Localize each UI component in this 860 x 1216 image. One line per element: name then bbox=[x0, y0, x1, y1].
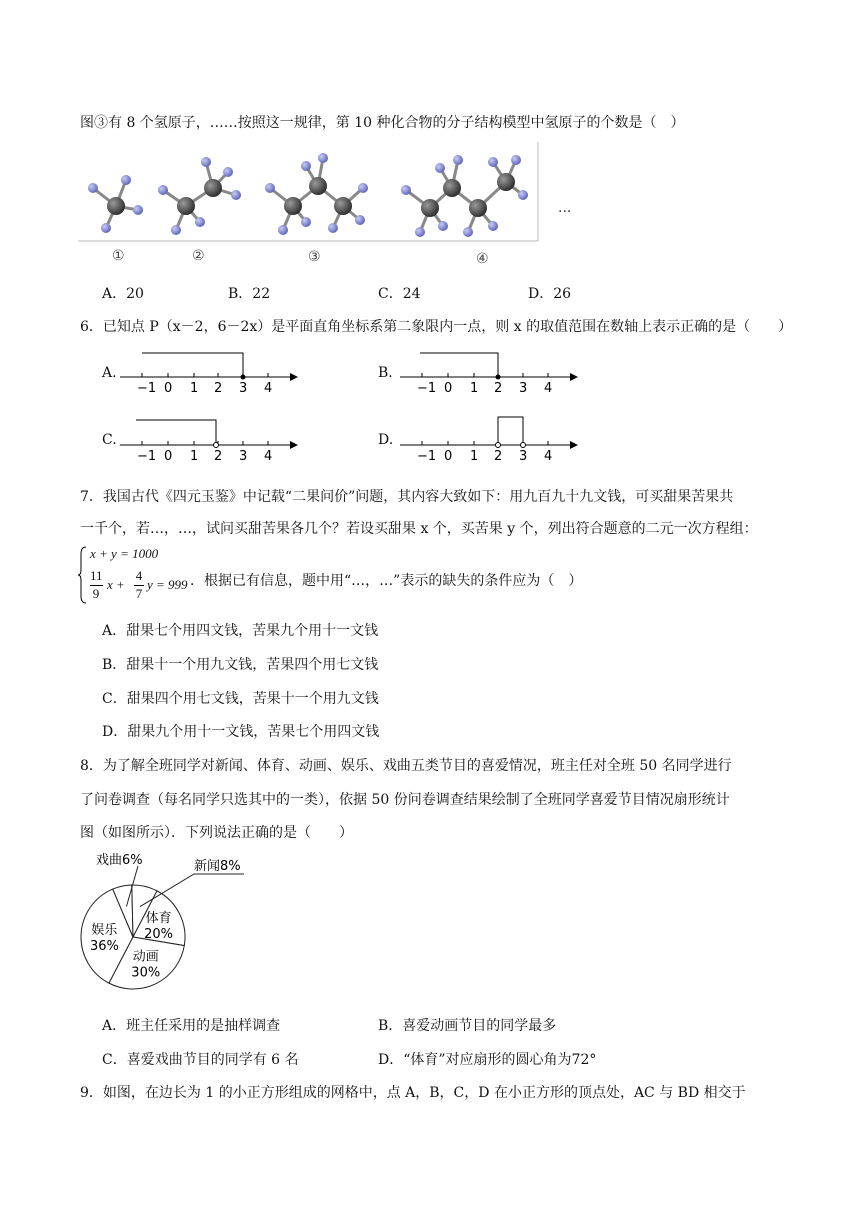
q7-line2: 一千个，若…，…，试问买甜苦果各几个？若设买甜果 x 个，买苦果 y 个，列出符合题意的二元一次方程组： bbox=[80, 521, 758, 537]
tick-label: 4 bbox=[544, 381, 553, 396]
tick-marks bbox=[422, 441, 548, 445]
q8-line2: 了问卷调查（每名同学只选其中的一类），依据 50 份问卷调查结果绘制了全班同学喜爱节目情况扇形统计 bbox=[80, 792, 730, 808]
figure-label-4: ④ bbox=[476, 251, 489, 267]
tick-label: 0 bbox=[444, 381, 453, 396]
figure-ellipsis: ... bbox=[558, 200, 572, 216]
tick-marks bbox=[422, 373, 548, 377]
tick-label: −1 bbox=[417, 449, 437, 464]
tick-label: 4 bbox=[264, 449, 273, 464]
q5-option-a[interactable]: A．20 bbox=[102, 286, 144, 302]
q8-line3: 图（如图所示）．下列说法正确的是（ ） bbox=[80, 825, 353, 841]
q6-numberline-a[interactable] bbox=[120, 348, 300, 398]
q5-option-d[interactable]: D．26 bbox=[528, 286, 572, 302]
tick-label: 2 bbox=[494, 381, 503, 396]
figure-label-3: ③ bbox=[308, 249, 321, 265]
molecule-figure bbox=[78, 140, 598, 270]
q7-option-d[interactable]: D．甜果九个用十一文钱，苦果七个用四文钱 bbox=[102, 724, 380, 740]
q8-line1: 8．为了解全班同学对新闻、体育、动画、娱乐、戏曲五类节目的喜爱情况，班主任对全班 50 名同学进行 bbox=[80, 758, 732, 774]
tick-label: 1 bbox=[470, 381, 479, 396]
equation-1: x + y = 1000 bbox=[90, 546, 159, 561]
tick-label: 3 bbox=[519, 449, 528, 464]
figure-label-2: ② bbox=[192, 248, 205, 264]
pie-pct-娱乐: 36% bbox=[89, 938, 119, 954]
tick-label: 1 bbox=[190, 449, 199, 464]
q5-option-c[interactable]: C．24 bbox=[378, 286, 421, 302]
tick-label: 2 bbox=[494, 449, 503, 464]
q6-numberline-c[interactable] bbox=[120, 413, 300, 465]
q7-after-equation: ．根据已有信息，题中用“…，…”表示的缺失的条件应为（ ） bbox=[190, 573, 583, 589]
molecule-2 bbox=[158, 157, 241, 235]
q6-option-b-letter[interactable]: B. bbox=[378, 365, 393, 381]
q6-option-a-letter[interactable]: A. bbox=[102, 365, 117, 381]
tick-label: 0 bbox=[164, 381, 173, 396]
pie-label-动画: 动画 bbox=[132, 949, 159, 965]
tick-label: 0 bbox=[164, 449, 173, 464]
tick-label: 4 bbox=[264, 381, 273, 396]
equation-2-rest: y = 999 bbox=[147, 577, 188, 592]
frac1-den: 9 bbox=[92, 586, 100, 601]
molecule-3 bbox=[265, 153, 368, 235]
tick-label: 3 bbox=[519, 381, 528, 396]
pie-label-新闻: 新闻8% bbox=[194, 859, 241, 874]
q8-option-a[interactable]: A．班主任采用的是抽样调查 bbox=[102, 1018, 281, 1034]
left-brace-icon bbox=[78, 546, 88, 604]
q7-option-a[interactable]: A．甜果七个用四文钱，苦果九个用十一文钱 bbox=[102, 623, 379, 639]
tick-label: 4 bbox=[544, 449, 553, 464]
tick-label: 3 bbox=[239, 449, 248, 464]
tick-label: −1 bbox=[417, 381, 437, 396]
pie-label-戏曲: 戏曲6% bbox=[96, 853, 143, 868]
tick-label: −1 bbox=[137, 381, 157, 396]
pie-label-娱乐: 娱乐 bbox=[91, 922, 118, 938]
q5-intro: 图③有 8 个氢原子，……按照这一规律，第 10 种化合物的分子结构模型中氢原子的个数是（ ） bbox=[80, 115, 685, 131]
pie-pct-动画: 30% bbox=[131, 965, 161, 981]
tick-label: 2 bbox=[214, 381, 223, 396]
q8-option-c[interactable]: C．喜爱戏曲节目的同学有 6 名 bbox=[102, 1052, 299, 1068]
pie-chart bbox=[76, 850, 256, 1000]
tick-marks bbox=[142, 373, 268, 377]
equation-2-x: x + bbox=[107, 577, 125, 592]
q9-stem: 9．如图，在边长为 1 的小正方形组成的网格中，点 A，B，C，D 在小正方形的顶点处，AC 与 BD 相交于 bbox=[80, 1085, 746, 1101]
q5-option-b[interactable]: B．22 bbox=[228, 286, 271, 302]
q6-option-c-letter[interactable]: C. bbox=[102, 432, 117, 448]
tick-label: 1 bbox=[470, 449, 479, 464]
frac2-num: 4 bbox=[135, 568, 143, 583]
tick-label: 0 bbox=[444, 449, 453, 464]
q6-stem: 6．已知点 P（x－2，6－2x）是平面直角坐标系第二象限内一点，则 x 的取值范围在数轴上表示正确的是（ ） bbox=[80, 319, 793, 335]
tick-label: −1 bbox=[137, 449, 157, 464]
molecule-1 bbox=[88, 175, 143, 233]
q6-numberline-b[interactable] bbox=[400, 348, 580, 398]
q8-option-b[interactable]: B．喜爱动画节目的同学最多 bbox=[378, 1018, 557, 1034]
frac1-num: 11 bbox=[90, 568, 103, 583]
frac2-den: 7 bbox=[135, 586, 143, 601]
tick-label: 1 bbox=[190, 381, 199, 396]
q7-line1: 7．我国古代《四元玉鉴》中记载“二果问价”问题，其内容大致如下：用九百九十九文钱，可买甜果苦果共 bbox=[80, 489, 734, 505]
molecule-4 bbox=[401, 155, 528, 237]
pie-label-体育: 体育 bbox=[145, 911, 172, 927]
tick-label: 2 bbox=[214, 449, 223, 464]
equation-system bbox=[78, 544, 198, 604]
pie-pct-体育: 20% bbox=[144, 927, 174, 943]
q8-option-d[interactable]: D．“体育”对应扇形的圆心角为72° bbox=[378, 1052, 597, 1068]
tick-label: 3 bbox=[239, 381, 248, 396]
q6-numberline-d[interactable] bbox=[400, 413, 580, 465]
q7-option-c[interactable]: C．甜果四个用七文钱，苦果十一个用九文钱 bbox=[102, 691, 379, 707]
tick-marks bbox=[142, 441, 268, 445]
q7-option-b[interactable]: B．甜果十一个用九文钱，苦果四个用七文钱 bbox=[102, 657, 379, 673]
q6-option-d-letter[interactable]: D. bbox=[378, 432, 394, 448]
figure-label-1: ① bbox=[112, 248, 125, 264]
